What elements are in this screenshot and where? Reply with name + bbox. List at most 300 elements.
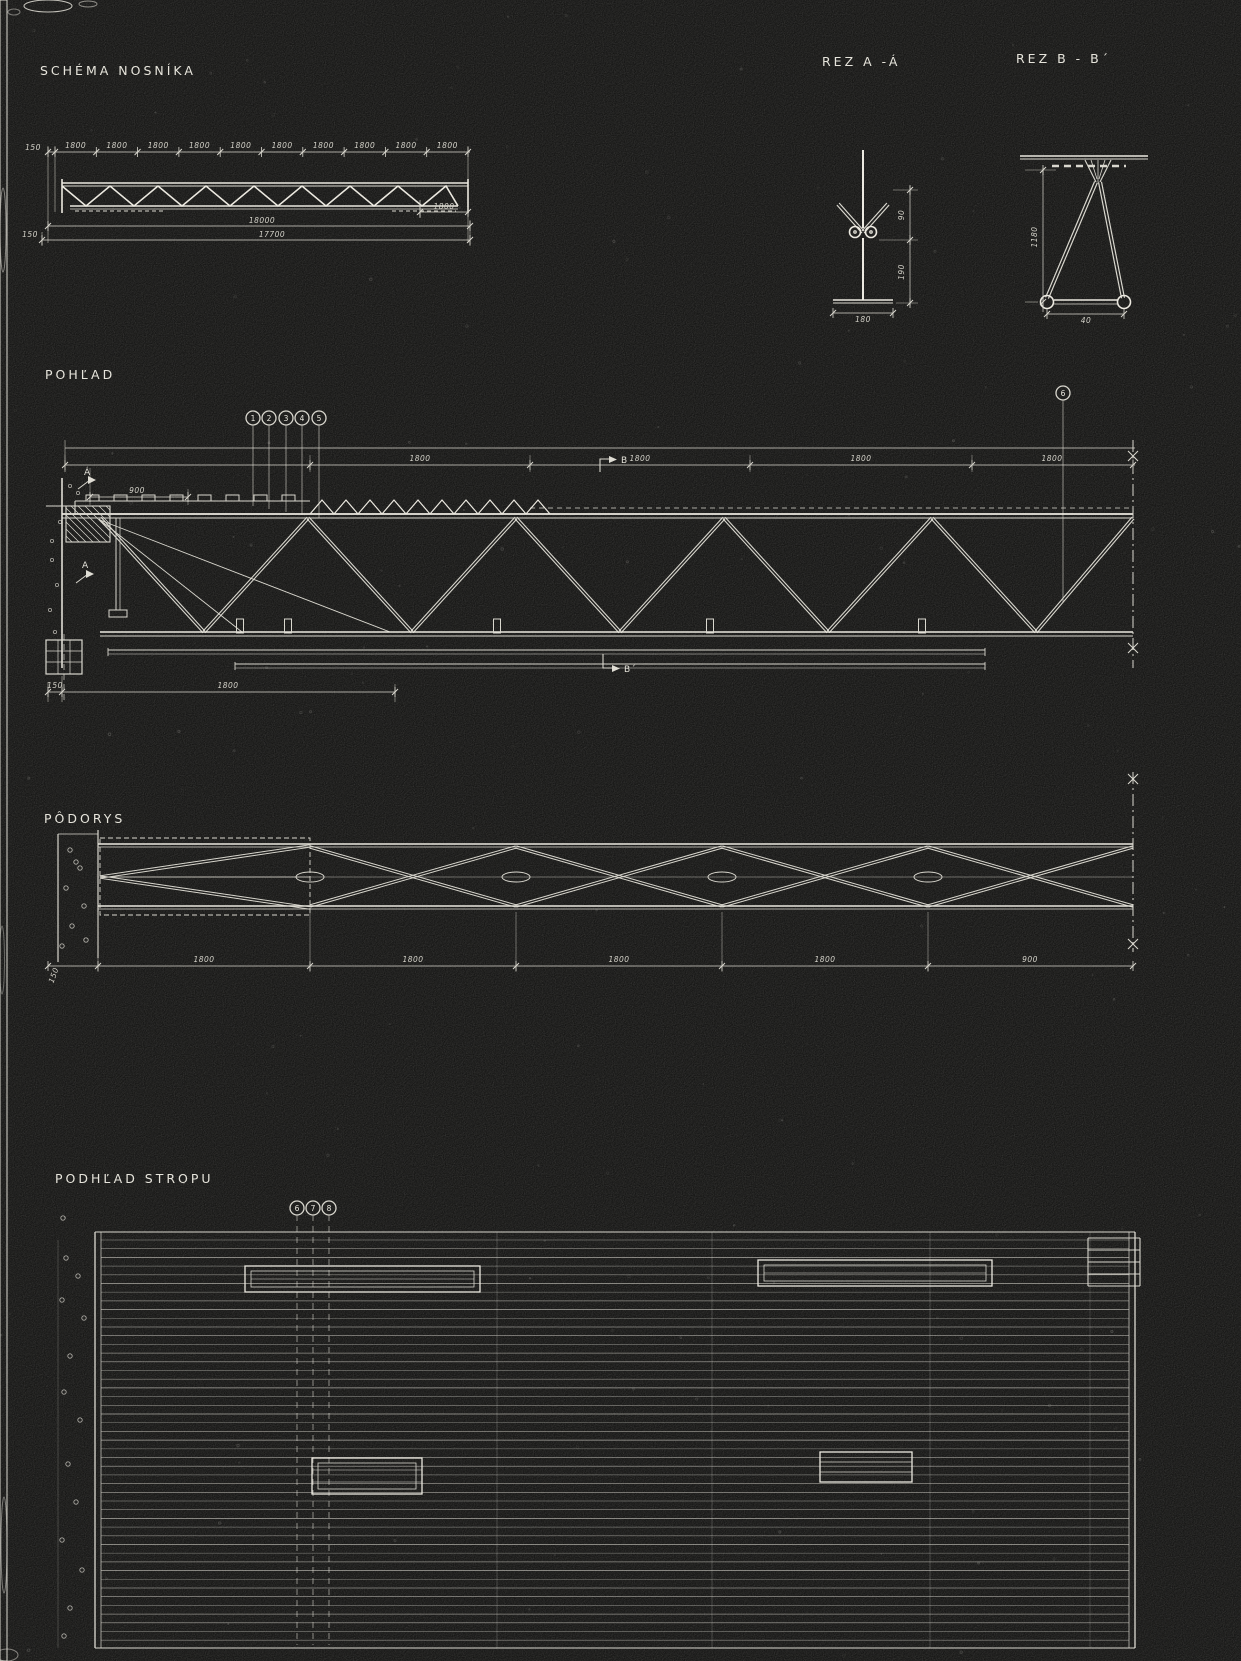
speck <box>337 1128 338 1129</box>
hanger-posts <box>237 619 926 633</box>
speck <box>996 1234 999 1237</box>
speck <box>904 360 906 362</box>
member-line <box>1048 183 1097 299</box>
speck <box>1012 44 1014 46</box>
member-line <box>1046 181 1095 297</box>
ceiling-fixture-ladder <box>1088 1238 1140 1286</box>
speck <box>1184 334 1185 335</box>
speck <box>578 1045 580 1047</box>
corrugation-bump <box>114 495 127 501</box>
panel-schema-nosnika <box>22 63 473 246</box>
speck <box>466 325 469 328</box>
dot <box>62 1634 66 1638</box>
speck <box>1234 314 1236 316</box>
speck <box>544 1240 545 1241</box>
dot <box>64 1256 68 1260</box>
speck <box>852 1163 854 1165</box>
speck <box>658 427 659 428</box>
speck <box>264 81 266 83</box>
speck <box>300 711 302 713</box>
dim-label: 190 <box>897 264 906 280</box>
speck <box>237 1444 239 1446</box>
speck <box>327 1154 329 1156</box>
dim-label: 150 <box>47 681 63 690</box>
speck <box>730 859 732 861</box>
dot <box>68 484 71 487</box>
concrete-dots <box>60 848 88 948</box>
speck <box>903 562 905 564</box>
speck <box>409 442 411 444</box>
speck <box>899 716 901 718</box>
dim-label: 900 <box>129 486 145 495</box>
ceiling-fixture <box>312 1458 422 1494</box>
panel-pohlad <box>36 367 1138 702</box>
hatch-line <box>50 506 86 542</box>
member-line <box>621 519 725 633</box>
speck <box>922 693 923 694</box>
dot <box>68 1354 72 1358</box>
dim-label: 1800 <box>271 141 293 150</box>
speck <box>529 1609 530 1610</box>
dim-label: 18000 <box>248 216 276 225</box>
speck <box>953 440 955 442</box>
hatch-line <box>64 506 100 542</box>
speck <box>27 1649 29 1651</box>
dot <box>48 608 51 611</box>
panel-title: PODHĽAD STROPU <box>55 1171 214 1186</box>
speck <box>310 711 312 713</box>
dot <box>78 866 82 870</box>
corrugation-bump <box>226 495 239 501</box>
dim-label: 17700 <box>258 230 286 239</box>
speck <box>529 1278 530 1279</box>
speck <box>941 158 943 160</box>
member-line <box>517 517 621 631</box>
speck <box>920 925 922 927</box>
speck <box>1092 974 1093 975</box>
speck <box>112 453 113 454</box>
speck <box>768 1405 769 1406</box>
speck <box>268 560 270 562</box>
dim-label: 1800 <box>65 141 87 150</box>
dim-label: 1800 <box>608 955 630 964</box>
member-line <box>100 876 310 907</box>
speck <box>457 66 459 68</box>
dot <box>68 848 72 852</box>
speck <box>733 1225 735 1227</box>
marker-label: 5 <box>316 414 322 423</box>
dim-row-bottom <box>193 955 835 964</box>
dim-label: 1800 <box>312 141 334 150</box>
panel-rez-a <box>822 54 918 324</box>
dim-label: 150 <box>46 966 61 985</box>
speck <box>233 750 235 752</box>
dot <box>53 630 56 633</box>
speck <box>381 570 382 571</box>
speck <box>450 742 451 743</box>
speck <box>1139 1458 1141 1460</box>
speck <box>234 296 236 298</box>
dim-ticks <box>45 455 1136 697</box>
speck <box>1111 1330 1113 1332</box>
dim-label: 150 <box>22 230 38 239</box>
ceiling-fixture <box>820 1452 912 1482</box>
speck <box>933 520 934 521</box>
speck <box>506 145 508 147</box>
dim-label: 1800 <box>230 141 252 150</box>
speck <box>9 1313 11 1315</box>
corrugation-bump <box>170 495 183 501</box>
dim-label: 1800 <box>629 454 651 463</box>
dot <box>60 1538 64 1542</box>
speck <box>1019 884 1020 885</box>
ceiling-fixture <box>245 1266 480 1292</box>
hatch-line <box>36 506 72 542</box>
speck <box>881 1554 882 1555</box>
corrugation-bump <box>282 495 295 501</box>
speck <box>266 667 268 669</box>
dot <box>74 1500 78 1504</box>
speck <box>362 682 363 683</box>
dot <box>58 520 61 523</box>
speck <box>1113 998 1115 1000</box>
dim-label: 1800 <box>1041 454 1063 463</box>
speck <box>1212 530 1214 532</box>
member-line <box>827 517 931 631</box>
corrugation-bump <box>142 495 155 501</box>
speck <box>968 671 970 673</box>
speck <box>1080 1348 1083 1351</box>
dim-label: 1800 <box>147 141 169 150</box>
speck <box>1188 105 1189 106</box>
speck <box>538 1165 539 1166</box>
speck <box>801 777 803 779</box>
member-line <box>307 519 411 633</box>
dim-label: 1800 <box>850 454 872 463</box>
speck <box>1197 1017 1198 1018</box>
speck <box>465 443 466 444</box>
speck <box>272 114 275 117</box>
member-line <box>309 517 413 631</box>
speck <box>628 1275 631 1278</box>
hanger-post <box>707 619 714 633</box>
speck <box>773 1282 774 1283</box>
speck <box>351 673 353 675</box>
speck <box>633 1388 635 1390</box>
speck <box>459 207 461 209</box>
speck <box>246 59 248 61</box>
deck-corrugation <box>86 495 295 501</box>
dot <box>62 1390 66 1394</box>
panel-podhlad-stropu <box>55 1171 1140 1648</box>
speck <box>596 1472 597 1473</box>
truss-web <box>62 186 458 206</box>
member-line <box>1101 182 1124 298</box>
speck <box>1163 912 1164 913</box>
speck <box>108 733 111 736</box>
scan-artifacts <box>0 0 97 1661</box>
speck <box>576 1446 578 1448</box>
dot <box>60 944 64 948</box>
section-legs <box>1046 181 1125 298</box>
speck <box>973 210 974 211</box>
panel-title: SCHÉMA NOSNÍKA <box>40 63 196 78</box>
speck <box>707 1277 709 1279</box>
speck <box>843 1654 846 1657</box>
dim-label: 900 <box>1022 955 1038 964</box>
speck <box>472 827 473 828</box>
member-line <box>1099 182 1122 298</box>
speck <box>554 1554 555 1555</box>
member-line <box>411 517 515 631</box>
speck <box>1196 889 1197 890</box>
speck <box>463 510 464 511</box>
speck <box>228 1624 229 1625</box>
dot <box>82 1316 86 1320</box>
speck <box>668 216 670 218</box>
dot <box>74 860 78 864</box>
speck <box>696 1398 698 1400</box>
speck <box>626 561 628 563</box>
marker-label: 4 <box>299 414 305 423</box>
dim-label: 1800 <box>402 955 424 964</box>
speck <box>239 1462 240 1463</box>
deck-sawtooth <box>310 500 550 514</box>
dim-label: 90 <box>897 209 906 221</box>
speck <box>703 1083 704 1084</box>
member-line <box>100 520 390 632</box>
speck <box>1088 725 1090 727</box>
cut-label-b: B <box>621 456 629 466</box>
member-line <box>205 519 309 633</box>
speck <box>14 409 16 411</box>
speck <box>1053 1558 1055 1560</box>
speck <box>501 548 504 551</box>
speck <box>28 777 30 779</box>
speck <box>563 546 564 547</box>
dot <box>78 1418 82 1422</box>
hanger-post <box>919 619 926 633</box>
corrugation-bump <box>86 495 99 501</box>
speck <box>626 258 628 260</box>
dim-label: 180 <box>855 315 871 324</box>
speck <box>779 1531 781 1533</box>
film-grain-specks <box>0 15 1240 1657</box>
member-line <box>515 519 619 633</box>
speck <box>896 723 897 724</box>
hatch-line <box>71 506 107 542</box>
position-markers <box>246 411 326 518</box>
speck <box>613 240 615 242</box>
member-line <box>837 205 862 233</box>
speck <box>272 1045 274 1047</box>
member-line <box>725 517 829 631</box>
ceiling-fixture <box>758 1260 992 1286</box>
speck <box>1027 1042 1029 1044</box>
speck <box>606 1172 608 1174</box>
speck <box>905 476 907 478</box>
member-line <box>933 517 1037 631</box>
speck <box>848 330 849 331</box>
speck <box>817 187 819 189</box>
speck <box>416 139 418 141</box>
speck <box>960 1337 963 1340</box>
member-line <box>1035 517 1132 631</box>
dot <box>80 1568 84 1572</box>
speck <box>1227 325 1229 327</box>
panel-title: POHĽAD <box>45 367 116 382</box>
speck <box>394 1540 396 1542</box>
speck <box>1002 1409 1003 1410</box>
hanger-post <box>285 619 292 633</box>
speck <box>680 1337 682 1339</box>
panel-title: REZ A -Á <box>822 54 901 69</box>
member-line <box>619 517 723 631</box>
dim-label: 1800 <box>354 141 376 150</box>
truss-diagonals <box>99 517 1134 633</box>
speck <box>210 72 212 74</box>
speck <box>646 171 649 174</box>
speck <box>937 1317 939 1319</box>
speck <box>389 1024 390 1025</box>
panel-title: REZ B - B´ <box>1016 51 1111 66</box>
speck <box>578 731 580 733</box>
dim-label: 150 <box>25 143 41 152</box>
speck <box>740 68 742 70</box>
speck <box>513 745 515 747</box>
corrugation-bump <box>198 495 211 501</box>
speck <box>1162 817 1164 819</box>
marker-label: 6 <box>294 1204 300 1213</box>
member-line <box>864 205 889 233</box>
dim-label: 1800 <box>436 141 458 150</box>
dot <box>84 938 88 942</box>
hatch-line <box>43 506 79 542</box>
dim-label: 1800 <box>395 141 417 150</box>
speck <box>662 1402 664 1404</box>
speck <box>1115 1427 1117 1429</box>
dot <box>50 539 53 542</box>
dim-label: 1180 <box>1030 226 1039 248</box>
speck <box>1224 907 1225 908</box>
speck <box>960 1651 962 1653</box>
speck <box>585 747 586 748</box>
marker-label: 1 <box>250 414 256 423</box>
member-line <box>100 845 310 876</box>
concrete-dots <box>60 1216 86 1638</box>
marker-label: 8 <box>326 1204 332 1213</box>
speck <box>266 1093 267 1094</box>
cut-label-a: A <box>82 561 90 571</box>
dot <box>76 491 79 494</box>
member-line <box>101 517 205 631</box>
position-markers <box>290 1201 336 1215</box>
dot <box>55 583 58 586</box>
dim-label: 1800 <box>106 141 128 150</box>
hanger-post <box>494 619 501 633</box>
speck <box>880 547 883 550</box>
speck <box>1152 528 1154 530</box>
speck <box>155 112 156 113</box>
speck <box>972 1510 974 1512</box>
member-line <box>723 519 827 633</box>
speck <box>779 1119 781 1121</box>
speck <box>487 1548 488 1549</box>
member-line <box>100 847 310 878</box>
marker-label: 2 <box>266 414 272 423</box>
ceiling-planks <box>101 1240 1129 1640</box>
speck <box>178 730 180 732</box>
panel-podorys <box>44 772 1138 984</box>
cut-label-a2: Á <box>84 468 92 478</box>
speck <box>1199 1214 1201 1216</box>
dot <box>50 558 53 561</box>
member-line <box>1037 519 1134 633</box>
speck <box>250 544 252 546</box>
dot <box>70 924 74 928</box>
speck <box>741 559 742 560</box>
speck <box>1000 161 1001 162</box>
cut-label-b2: B´ <box>624 665 637 675</box>
speck <box>300 1035 301 1036</box>
member-line <box>413 519 517 633</box>
speck <box>33 29 36 32</box>
speck <box>596 910 598 912</box>
speck <box>316 649 317 650</box>
dot <box>68 1606 72 1610</box>
speck <box>195 643 196 644</box>
dot <box>60 1298 64 1302</box>
dim-ticks <box>39 147 473 245</box>
speck <box>985 386 987 388</box>
member-line <box>100 878 310 909</box>
speck <box>427 646 428 647</box>
concrete-hatch <box>36 506 142 542</box>
speck <box>782 1120 783 1121</box>
speck <box>159 1349 161 1351</box>
member-line <box>99 519 203 633</box>
speck <box>1187 954 1189 956</box>
speck <box>91 130 93 132</box>
marker-label: 7 <box>310 1204 316 1213</box>
panel-rez-b <box>1016 51 1148 325</box>
speck <box>451 87 453 89</box>
dot <box>82 904 86 908</box>
dim-label: 40 <box>1080 316 1092 325</box>
speck <box>1121 1228 1123 1230</box>
dot <box>64 886 68 890</box>
marker-label: 3 <box>283 414 289 423</box>
speck <box>106 1578 108 1580</box>
dim-label: 1800 <box>433 202 455 211</box>
speck <box>978 1562 980 1564</box>
speck <box>1238 545 1240 547</box>
dot <box>76 1274 80 1278</box>
speck <box>824 968 826 970</box>
corrugation-bump <box>254 495 267 501</box>
member-line <box>100 520 242 632</box>
member-line <box>829 519 933 633</box>
speck <box>370 278 373 281</box>
speck <box>735 1346 736 1347</box>
dot <box>66 1462 70 1466</box>
dim-label: 1800 <box>217 681 239 690</box>
speck <box>233 537 234 538</box>
speck <box>1190 386 1192 388</box>
extension-lines <box>98 912 928 972</box>
marker-label: 6 <box>1060 389 1066 398</box>
dim-label: 1800 <box>409 454 431 463</box>
